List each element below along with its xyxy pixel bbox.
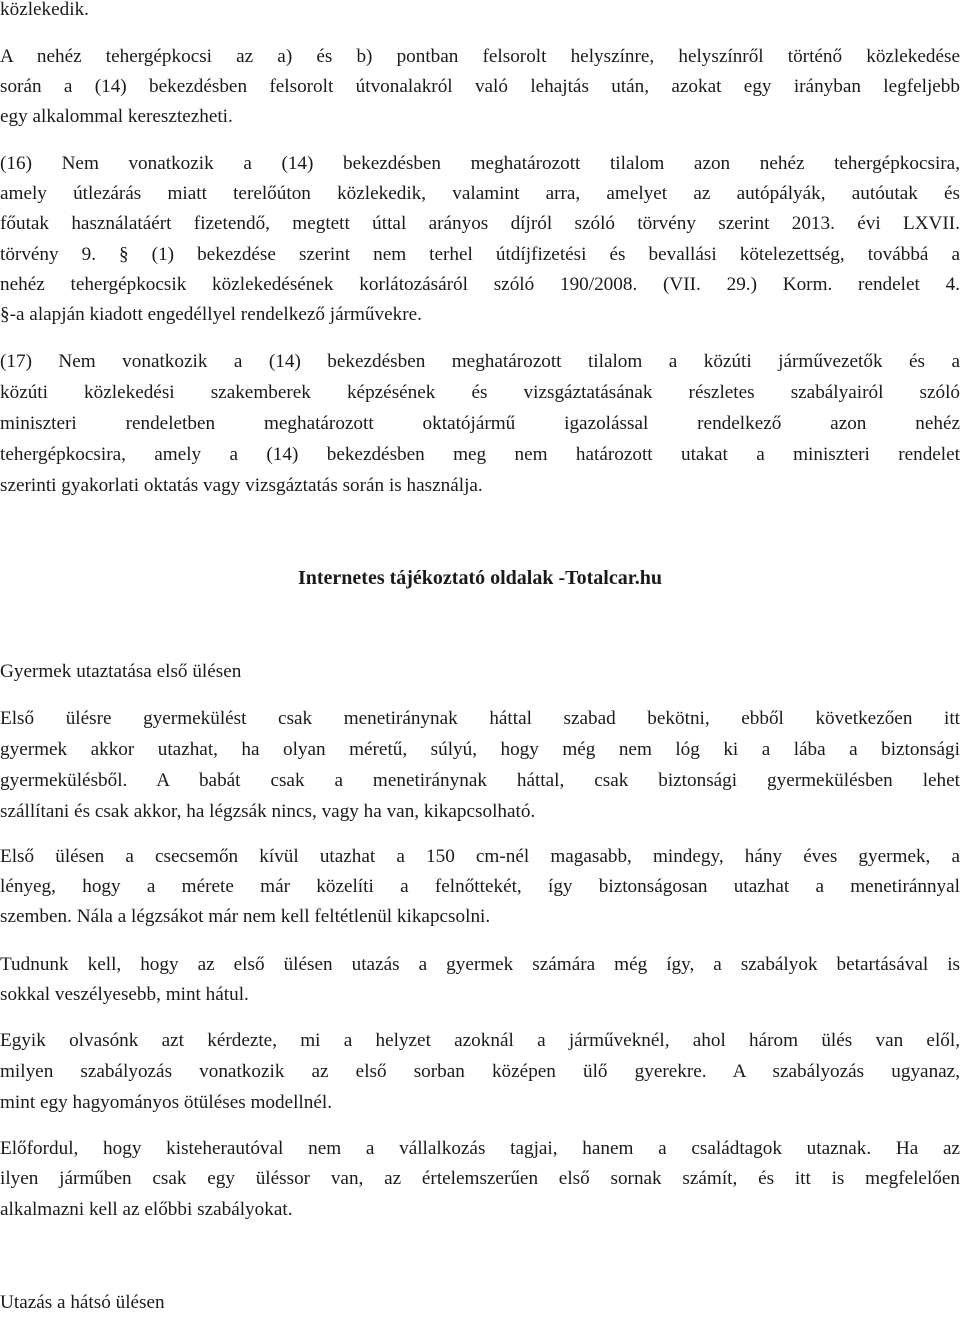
paragraph-line: (16) Nem vonatkozik a (14) bekezdésben meghatározott tilalom azon nehéz tehergépkocsira, [0,153,960,174]
paragraph-line: ilyen járműben csak egy üléssor van, az értelemszerűen első sornak számít, és itt is megfelelően [0,1168,960,1189]
paragraph-line: §-a alapján kiadott engedéllyel rendelkező járművekre. [0,304,422,325]
paragraph-line: mint egy hagyományos ötüléses modellnél. [0,1092,332,1113]
paragraph-line: (17) Nem vonatkozik a (14) bekezdésben meghatározott tilalom a közúti járművezetők és a [0,351,960,372]
paragraph-line: egy alkalommal keresztezheti. [0,106,233,127]
subsection-title: Utazás a hátsó ülésen [0,1292,165,1313]
paragraph-line: során a (14) bekezdésben felsorolt útvonalakról való lehajtás után, azokat egy irányban legfeljebb [0,76,960,97]
paragraph-line: Tudnunk kell, hogy az első ülésen utazás a gyermek számára még így, a szabályok betartásával is [0,954,960,975]
paragraph-line: tehergépkocsira, amely a (14) bekezdésben meg nem határozott utakat a miniszteri rendelet [0,444,960,465]
paragraph-line: törvény 9. § (1) bekezdése szerint nem terhel útdíjfizetési és bevallási kötelezettség, továbbá a [0,244,960,265]
section-heading: Internetes tájékoztató oldalak -Totalcar.hu [297,567,663,589]
paragraph-line: nehéz tehergépkocsik közlekedésének korlátozásáról szóló 190/2008. (VII. 29.) Korm. rendelet 4. [0,274,960,295]
paragraph-line: sokkal veszélyesebb, mint hátul. [0,984,249,1005]
paragraph-line: lényeg, hogy a mérete már közelíti a felnőttekét, így biztonságosan utazhat a menetiránnyal [0,876,960,897]
paragraph-line: alkalmazni kell az előbbi szabályokat. [0,1199,293,1220]
paragraph-line: A nehéz tehergépkocsi az a) és b) pontban felsorolt helyszínre, helyszínről történő közlekedése [0,46,960,67]
paragraph-line: szerinti gyakorlati oktatás vagy vizsgáztatás során is használja. [0,475,483,496]
paragraph-line: szemben. Nála a légzsákot már nem kell feltétlenül kikapcsolni. [0,906,491,927]
paragraph-line: közúti közlekedési szakemberek képzésének és vizsgáztatásának részletes szabályairól szóló [0,382,960,403]
paragraph-line: gyermek akkor utazhat, ha olyan méretű, súlyú, hogy még nem lóg ki a lába a biztonsági [0,739,960,760]
subsection-title: Gyermek utaztatása első ülésen [0,661,242,682]
paragraph-line: főutak használatáért fizetendő, megtett úttal arányos díjról szóló törvény szerint 2013. évi LXVII. [0,213,960,234]
paragraph-line: miniszteri rendeletben meghatározott oktatójármű igazolással rendelkező azon nehéz [0,413,960,434]
paragraph-line: szállítani és csak akkor, ha légzsák nincs, vagy ha van, kikapcsolható. [0,801,536,822]
paragraph-line: Előfordul, hogy kisteherautóval nem a vállalkozás tagjai, hanem a családtagok utaznak. Ha az [0,1138,960,1159]
paragraph-line: gyermekülésből. A babát csak a menetiránynak háttal, csak biztonsági gyermekülésben lehet [0,770,960,791]
paragraph-line: Egyik olvasónk azt kérdezte, mi a helyzet azoknál a járműveknél, ahol három ülés van elől, [0,1030,960,1051]
paragraph-line: Első ülésen a csecsemőn kívül utazhat a 150 cm-nél magasabb, mindegy, hány éves gyermek, a [0,846,960,867]
paragraph-line: milyen szabályozás vonatkozik az első sorban középen ülő gyerekre. A szabályozás ugyanaz, [0,1061,960,1082]
paragraph-line: amely útlezárás miatt terelőúton közlekedik, valamint arra, amelyet az autópályák, autóutak és [0,183,960,204]
paragraph-continuation: közlekedik. [0,0,89,20]
paragraph-line: Első ülésre gyermekülést csak menetiránynak háttal szabad bekötni, ebből következően itt [0,708,960,729]
